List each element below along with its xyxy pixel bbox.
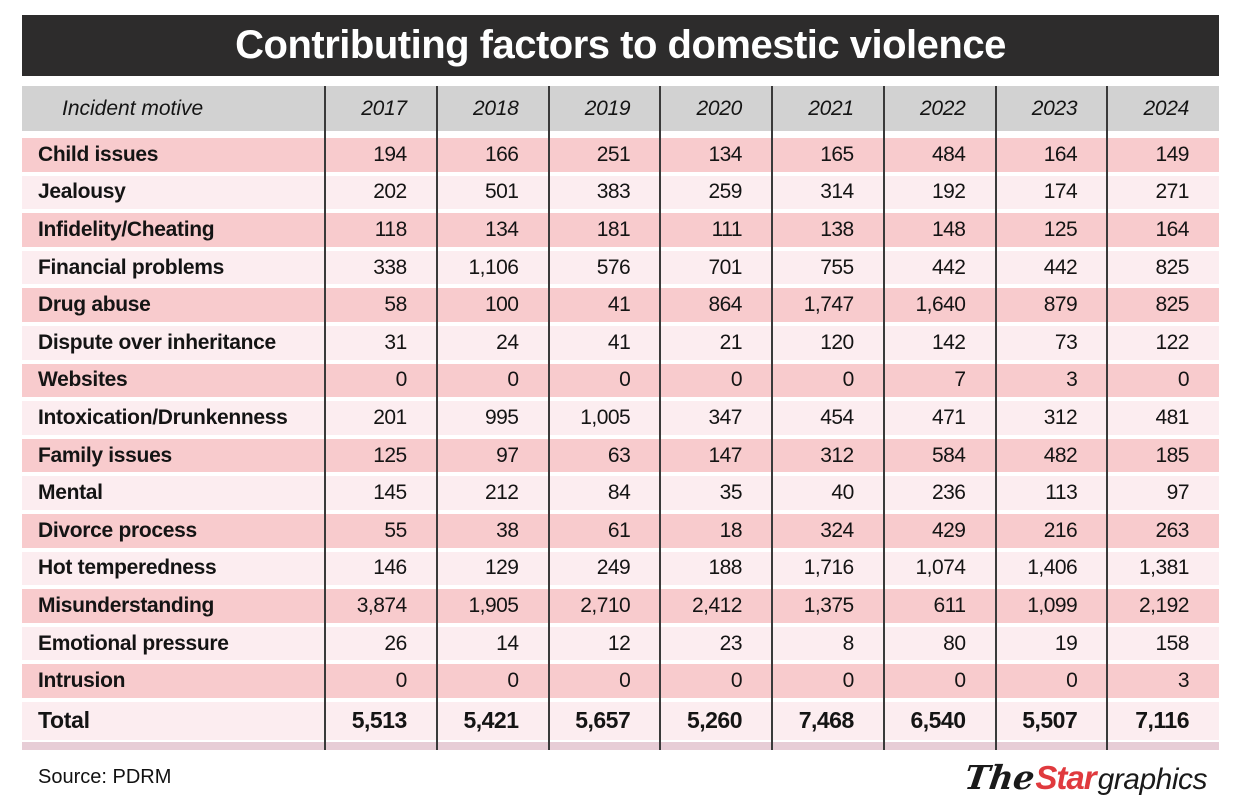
cell-value: 324 xyxy=(820,518,854,542)
cell-value: 35 xyxy=(719,481,742,505)
cell-value: 5,421 xyxy=(463,707,519,734)
cell-value: 164 xyxy=(1155,217,1189,241)
cell-value: 40 xyxy=(831,481,854,505)
cell-value: 1,074 xyxy=(915,556,966,580)
cell-value: 118 xyxy=(374,217,407,241)
cell-value: 0 xyxy=(395,669,407,693)
cell-value: 63 xyxy=(607,443,631,467)
cell-value: 347 xyxy=(708,405,742,429)
cell-value: 2,710 xyxy=(580,593,631,617)
cell-value: 2,192 xyxy=(1138,593,1189,617)
column-header-year: 2023 xyxy=(1031,96,1078,120)
cell-value: 181 xyxy=(596,217,631,241)
cell-value: 0 xyxy=(730,669,742,693)
table-row xyxy=(22,138,1219,172)
table-row xyxy=(22,664,1219,698)
column-separator-line xyxy=(1106,86,1108,750)
cell-value: 185 xyxy=(1155,443,1189,467)
thestar-graphics-logo xyxy=(962,757,1219,797)
cell-value: 192 xyxy=(931,180,966,204)
cell-value: 149 xyxy=(1155,142,1189,166)
column-separator-line xyxy=(883,86,885,750)
row-label: Total xyxy=(38,707,90,734)
cell-value: 164 xyxy=(1043,142,1078,166)
cell-value: 1,905 xyxy=(468,593,519,617)
cell-value: 3,874 xyxy=(356,593,407,617)
cell-value: 202 xyxy=(373,180,407,204)
cell-value: 55 xyxy=(384,518,407,542)
table-header-row xyxy=(22,86,1219,131)
cell-value: 194 xyxy=(373,142,407,166)
source-label: Source: PDRM xyxy=(38,765,172,788)
table-row xyxy=(22,589,1219,623)
cell-value: 471 xyxy=(931,405,966,429)
row-label: Mental xyxy=(38,481,103,505)
cell-value: 259 xyxy=(708,180,742,204)
column-separator-line xyxy=(436,86,438,750)
cell-value: 0 xyxy=(1177,368,1189,392)
cell-value: 1,716 xyxy=(803,556,854,580)
cell-value: 26 xyxy=(384,631,407,655)
cell-value: 84 xyxy=(607,481,631,505)
page-title-text: Contributing factors to domestic violence xyxy=(235,23,1006,67)
column-separator-line xyxy=(771,86,773,750)
cell-value: 1,381 xyxy=(1138,556,1189,580)
column-separator-line xyxy=(324,86,326,750)
cell-value: 1,099 xyxy=(1027,593,1078,617)
cell-value: 383 xyxy=(596,180,631,204)
cell-value: 14 xyxy=(496,631,519,655)
cell-value: 38 xyxy=(496,518,519,542)
cell-value: 125 xyxy=(1043,217,1078,241)
cell-value: 3 xyxy=(1066,368,1078,392)
column-header-year: 2020 xyxy=(696,96,742,120)
cell-value: 58 xyxy=(384,293,407,317)
row-label: Emotional pressure xyxy=(38,631,229,655)
cell-value: 148 xyxy=(931,217,966,241)
cell-value: 61 xyxy=(607,518,631,542)
cell-value: 8 xyxy=(842,631,854,655)
cell-value: 21 xyxy=(719,330,742,354)
cell-value: 97 xyxy=(496,443,519,467)
cell-value: 312 xyxy=(1043,405,1078,429)
cell-value: 442 xyxy=(1043,255,1078,279)
cell-value: 482 xyxy=(1043,443,1078,467)
cell-value: 174 xyxy=(1043,180,1078,204)
cell-value: 0 xyxy=(842,368,854,392)
cell-value: 0 xyxy=(842,669,854,693)
cell-value: 7,116 xyxy=(1135,707,1189,734)
cell-value: 501 xyxy=(484,180,519,204)
cell-value: 2,412 xyxy=(691,593,742,617)
cell-value: 0 xyxy=(507,669,519,693)
cell-value: 23 xyxy=(719,631,742,655)
cell-value: 3 xyxy=(1177,669,1189,693)
cell-value: 0 xyxy=(954,669,966,693)
cell-value: 31 xyxy=(384,330,407,354)
column-header-year: 2021 xyxy=(808,96,854,120)
cell-value: 18 xyxy=(719,518,742,542)
data-table xyxy=(22,86,1219,750)
cell-value: 1,106 xyxy=(468,255,519,279)
column-separator-line xyxy=(659,86,661,750)
cell-value: 879 xyxy=(1043,293,1078,317)
cell-value: 1,375 xyxy=(803,593,854,617)
cell-value: 584 xyxy=(931,443,966,467)
cell-value: 484 xyxy=(931,142,966,166)
cell-value: 0 xyxy=(507,368,519,392)
cell-value: 6,540 xyxy=(910,707,966,734)
cell-value: 251 xyxy=(596,142,631,166)
cell-value: 0 xyxy=(730,368,742,392)
column-header-year: 2022 xyxy=(919,96,966,120)
table-row xyxy=(22,213,1219,247)
row-label: Child issues xyxy=(38,142,159,166)
page-title xyxy=(22,15,1219,76)
cell-value: 125 xyxy=(373,443,407,467)
cell-value: 1,640 xyxy=(915,293,966,317)
cell-value: 454 xyxy=(820,405,854,429)
cell-value: 0 xyxy=(619,368,631,392)
cell-value: 0 xyxy=(395,368,407,392)
cell-value: 236 xyxy=(931,481,966,505)
cell-value: 24 xyxy=(496,330,519,354)
table-row xyxy=(22,627,1219,661)
cell-value: 12 xyxy=(607,631,631,655)
table-bottom-strip xyxy=(22,742,1219,750)
cell-value: 41 xyxy=(607,293,631,317)
cell-value: 1,005 xyxy=(580,405,631,429)
table-row xyxy=(22,176,1219,210)
cell-value: 142 xyxy=(931,330,966,354)
column-separator-line xyxy=(995,86,997,750)
cell-value: 41 xyxy=(607,330,631,354)
cell-value: 134 xyxy=(708,142,742,166)
cell-value: 5,507 xyxy=(1022,707,1078,734)
cell-value: 216 xyxy=(1043,518,1078,542)
table-row xyxy=(22,514,1219,548)
row-label: Websites xyxy=(38,368,128,392)
cell-value: 165 xyxy=(820,142,854,166)
cell-value: 825 xyxy=(1155,293,1189,317)
cell-value: 263 xyxy=(1155,518,1189,542)
column-header-year: 2019 xyxy=(584,96,631,120)
logo-star: Star xyxy=(1035,758,1096,796)
row-label: Family issues xyxy=(38,443,172,467)
cell-value: 442 xyxy=(931,255,966,279)
cell-value: 825 xyxy=(1155,255,1189,279)
table-row xyxy=(22,326,1219,360)
cell-value: 338 xyxy=(373,255,407,279)
logo-graphics: graphics xyxy=(1097,762,1207,796)
cell-value: 19 xyxy=(1054,631,1078,655)
table-row xyxy=(22,552,1219,586)
cell-value: 113 xyxy=(1045,481,1078,505)
row-label: Infidelity/Cheating xyxy=(38,217,215,241)
table-row xyxy=(22,251,1219,285)
cell-value: 73 xyxy=(1054,330,1078,354)
row-label: Dispute over inheritance xyxy=(38,330,276,354)
table-row xyxy=(22,439,1219,473)
row-label: Hot temperedness xyxy=(38,556,217,580)
cell-value: 111 xyxy=(711,217,742,241)
cell-value: 158 xyxy=(1155,631,1189,655)
column-header-year: 2024 xyxy=(1143,96,1189,120)
footer xyxy=(22,758,1219,797)
column-header-incident-motive: Incident motive xyxy=(62,96,204,120)
column-header-year: 2018 xyxy=(472,96,519,120)
cell-value: 576 xyxy=(596,255,631,279)
cell-value: 271 xyxy=(1155,180,1189,204)
cell-value: 249 xyxy=(596,556,631,580)
cell-value: 429 xyxy=(931,518,966,542)
row-label: Intrusion xyxy=(38,669,126,693)
column-header-year: 2017 xyxy=(361,96,407,120)
cell-value: 147 xyxy=(708,443,742,467)
cell-value: 120 xyxy=(820,330,854,354)
cell-value: 97 xyxy=(1166,481,1189,505)
cell-value: 1,406 xyxy=(1027,556,1078,580)
table-body xyxy=(22,138,1219,740)
row-label: Divorce process xyxy=(38,518,197,542)
cell-value: 146 xyxy=(373,556,407,580)
cell-value: 5,260 xyxy=(686,707,742,734)
row-label: Jealousy xyxy=(38,180,126,204)
row-label: Misunderstanding xyxy=(38,593,215,617)
table-row xyxy=(22,364,1219,398)
cell-value: 1,747 xyxy=(803,293,854,317)
cell-value: 201 xyxy=(373,405,407,429)
cell-value: 611 xyxy=(933,593,966,617)
cell-value: 7 xyxy=(954,368,966,392)
row-label: Intoxication/Drunkenness xyxy=(38,405,288,429)
cell-value: 138 xyxy=(820,217,854,241)
cell-value: 145 xyxy=(373,481,407,505)
cell-value: 0 xyxy=(1066,669,1078,693)
cell-value: 7,468 xyxy=(798,707,854,734)
row-label: Drug abuse xyxy=(38,293,151,317)
cell-value: 701 xyxy=(708,255,742,279)
cell-value: 995 xyxy=(484,405,519,429)
cell-value: 166 xyxy=(484,142,519,166)
cell-value: 188 xyxy=(708,556,742,580)
cell-value: 80 xyxy=(943,631,966,655)
cell-value: 755 xyxy=(820,255,854,279)
cell-value: 0 xyxy=(619,669,631,693)
cell-value: 481 xyxy=(1155,405,1189,429)
cell-value: 312 xyxy=(820,443,854,467)
table-row xyxy=(22,288,1219,322)
cell-value: 212 xyxy=(484,481,519,505)
cell-value: 314 xyxy=(820,180,854,204)
total-row xyxy=(22,702,1219,740)
cell-value: 864 xyxy=(708,293,742,317)
cell-value: 100 xyxy=(484,293,519,317)
table-row xyxy=(22,476,1219,510)
cell-value: 129 xyxy=(484,556,519,580)
row-label: Financial problems xyxy=(38,255,224,279)
cell-value: 134 xyxy=(484,217,519,241)
cell-value: 5,657 xyxy=(575,707,631,734)
table-row xyxy=(22,401,1219,435)
cell-value: 5,513 xyxy=(351,707,407,734)
logo-the: The xyxy=(962,757,1038,797)
cell-value: 122 xyxy=(1155,330,1189,354)
column-separator-line xyxy=(548,86,550,750)
